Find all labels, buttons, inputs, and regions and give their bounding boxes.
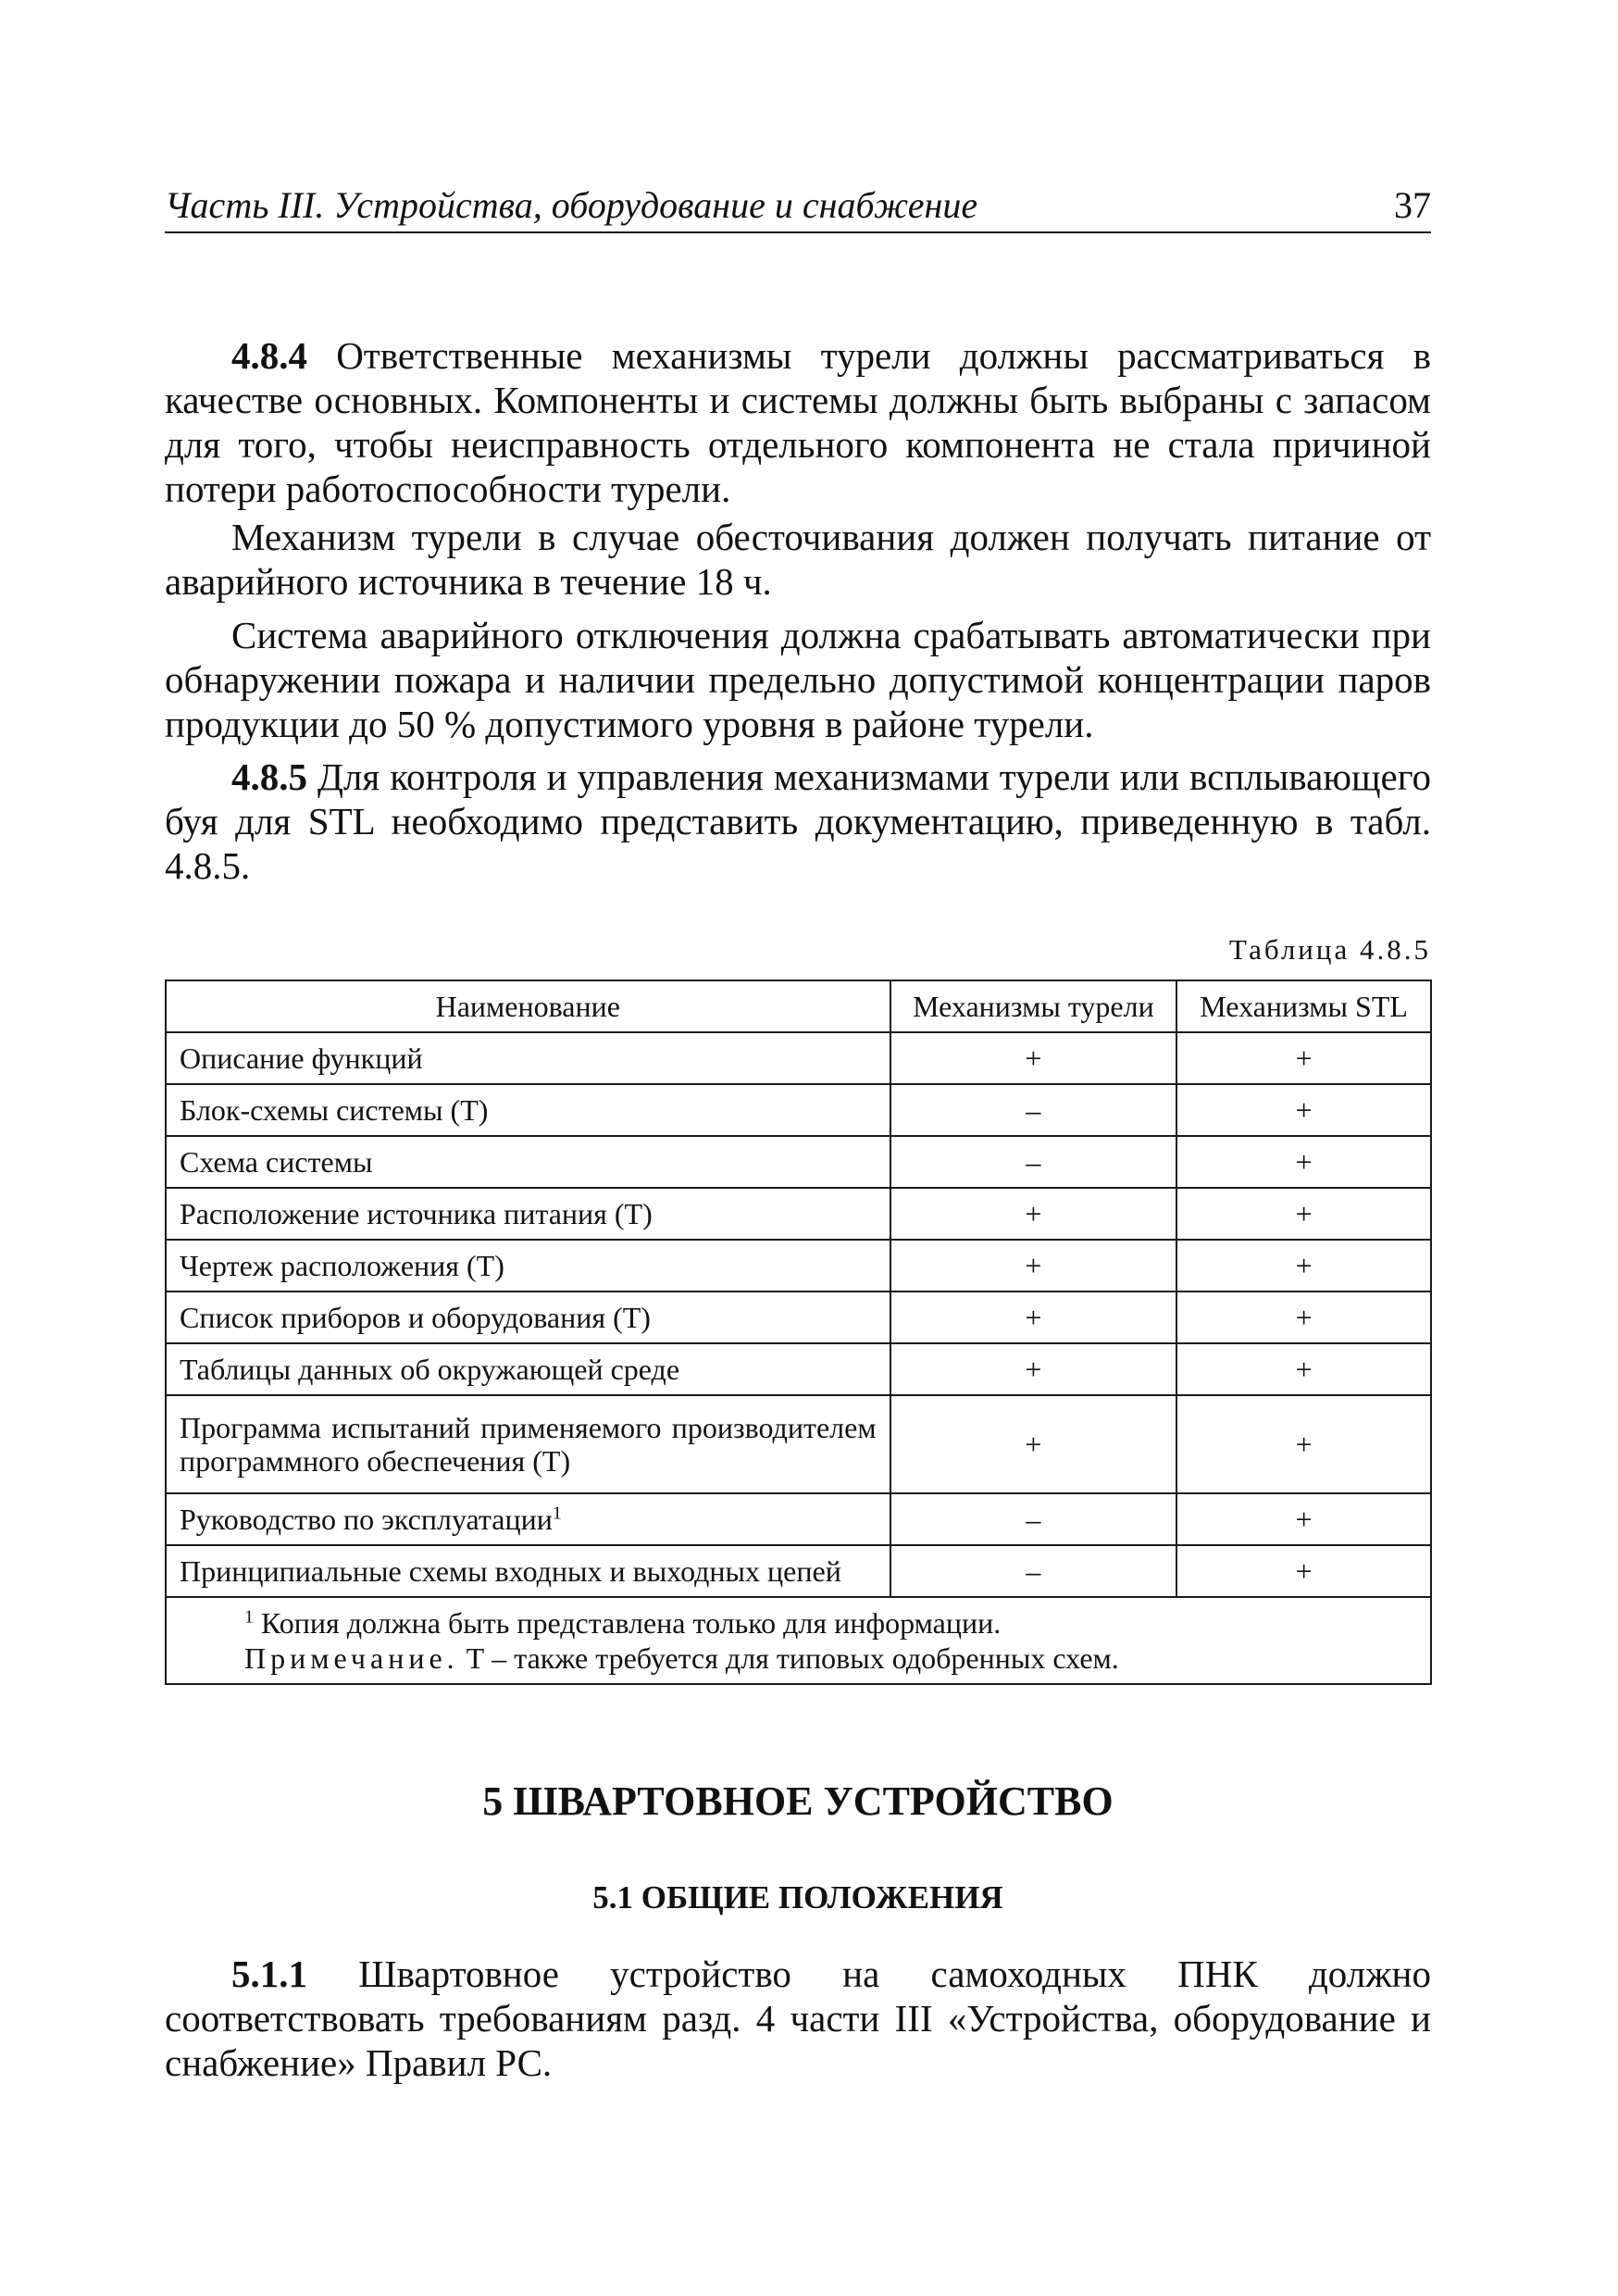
cell-name: Блок-схемы системы (Т): [166, 1084, 890, 1136]
clause-number: 5.1.1: [231, 1953, 307, 1995]
cell-stl: +: [1176, 1240, 1431, 1292]
cell-name: Чертеж расположения (Т): [166, 1240, 890, 1292]
paragraph-text: Механизм турели в случае обесточивания должен получать питание от аварийного источника в течение 18 ч.: [165, 516, 1431, 603]
cell-turret: –: [890, 1136, 1177, 1188]
table-row: [166, 1292, 1431, 1343]
paragraph-power-supply: [165, 515, 1431, 604]
cell-name: Программа испытаний применяемого производителем программного обеспечения (Т): [166, 1395, 890, 1493]
cell-name: Принципиальные схемы входных и выходных цепей: [166, 1545, 890, 1597]
paragraph-4-8-4: [165, 333, 1431, 511]
cell-stl: +: [1176, 1084, 1431, 1136]
cell-stl: +: [1176, 1343, 1431, 1395]
paragraph-text: Швартовное устройство на самоходных ПНК должно соответствовать требованиям разд. 4 части III «Устройства, оборудование и снабжение» Правил РС.: [165, 1953, 1431, 2084]
cell-turret: +: [890, 1343, 1177, 1395]
running-title: Часть III. Устройства, оборудование и снабжение: [165, 184, 978, 226]
cell-stl: +: [1176, 1188, 1431, 1240]
header-turret: Механизмы турели: [890, 980, 1177, 1032]
footnote-text: Копия должна быть представлена только для информации.: [261, 1606, 1002, 1640]
table-notes-row: [166, 1597, 1431, 1684]
table-row: [166, 1395, 1431, 1493]
paragraph-text: Ответственные механизмы турели должны рассматриваться в качестве основных. Компоненты и системы должны быть выбраны с запасом для того, чтобы неисправность отдельного компонента не стала причиной потери работоспособности турели.: [165, 334, 1431, 510]
cell-name: Расположение источника питания (Т): [166, 1188, 890, 1240]
paragraph-text: Система аварийного отключения должна срабатывать автоматически при обнаружении пожара и наличии предельно допустимой концентрации паров продукции до 50 % допустимого уровня в районе турели.: [165, 614, 1431, 745]
header-name: Наименование: [166, 980, 890, 1032]
table-notes: [166, 1597, 1431, 1684]
cell-name: Руководство по эксплуатации: [180, 1503, 553, 1536]
cell-turret: +: [890, 1188, 1177, 1240]
table-row: [166, 1032, 1431, 1084]
clause-number: 4.8.5: [231, 755, 307, 798]
footnote-mark: 1: [244, 1606, 254, 1628]
table-row: [166, 1343, 1431, 1395]
table-row: [166, 1493, 1431, 1545]
cell-turret: +: [890, 1292, 1177, 1343]
cell-stl: +: [1176, 1493, 1431, 1545]
section-title: 5 ШВАРТОВНОЕ УСТРОЙСТВО: [482, 1778, 1114, 1824]
table-row: [166, 1084, 1431, 1136]
cell-turret: –: [890, 1545, 1177, 1597]
paragraph-text: Для контроля и управления механизмами турели или всплывающего буя для STL необходимо представить документацию, приведенную в табл. 4.8.5.: [165, 755, 1432, 887]
header-stl: Механизмы STL: [1176, 980, 1431, 1032]
cell-turret: +: [890, 1240, 1177, 1292]
note-text: Т – также требуется для типовых одобренных схем.: [466, 1641, 1119, 1675]
table-note: [244, 1641, 1417, 1676]
cell-turret: –: [890, 1493, 1177, 1545]
cell-turret: +: [890, 1395, 1177, 1493]
paragraph-emergency-shutdown: [165, 613, 1431, 746]
table-row: [166, 1136, 1431, 1188]
cell-name: Описание функций: [166, 1032, 890, 1084]
table-row: [166, 1545, 1431, 1597]
cell-stl: +: [1176, 1032, 1431, 1084]
paragraph-5-1-1: [165, 1952, 1431, 2085]
running-header: [165, 176, 1431, 233]
page-number: 37: [1394, 184, 1431, 226]
cell-stl: +: [1176, 1545, 1431, 1597]
cell-stl: +: [1176, 1292, 1431, 1343]
footnote-mark: 1: [552, 1503, 562, 1524]
cell-stl: +: [1176, 1395, 1431, 1493]
table-row: [166, 1188, 1431, 1240]
cell-name: Таблицы данных об окружающей среде: [166, 1343, 890, 1395]
paragraph-4-8-5: [165, 755, 1431, 888]
table-header-row: [166, 980, 1431, 1032]
cell-turret: –: [890, 1084, 1177, 1136]
cell-name: Схема системы: [166, 1136, 890, 1188]
table-row: [166, 1240, 1431, 1292]
cell-name-with-footnote: [166, 1493, 890, 1545]
cell-stl: +: [1176, 1136, 1431, 1188]
table-caption: Таблица 4.8.5: [1228, 933, 1431, 966]
clause-number: 4.8.4: [231, 334, 307, 377]
footnote: [244, 1605, 1417, 1641]
documentation-table: [165, 980, 1432, 1685]
subsection-title: 5.1 ОБЩИЕ ПОЛОЖЕНИЯ: [592, 1879, 1003, 1915]
cell-turret: +: [890, 1032, 1177, 1084]
cell-name: Список приборов и оборудования (Т): [166, 1292, 890, 1343]
note-label: Примечание.: [244, 1641, 459, 1675]
